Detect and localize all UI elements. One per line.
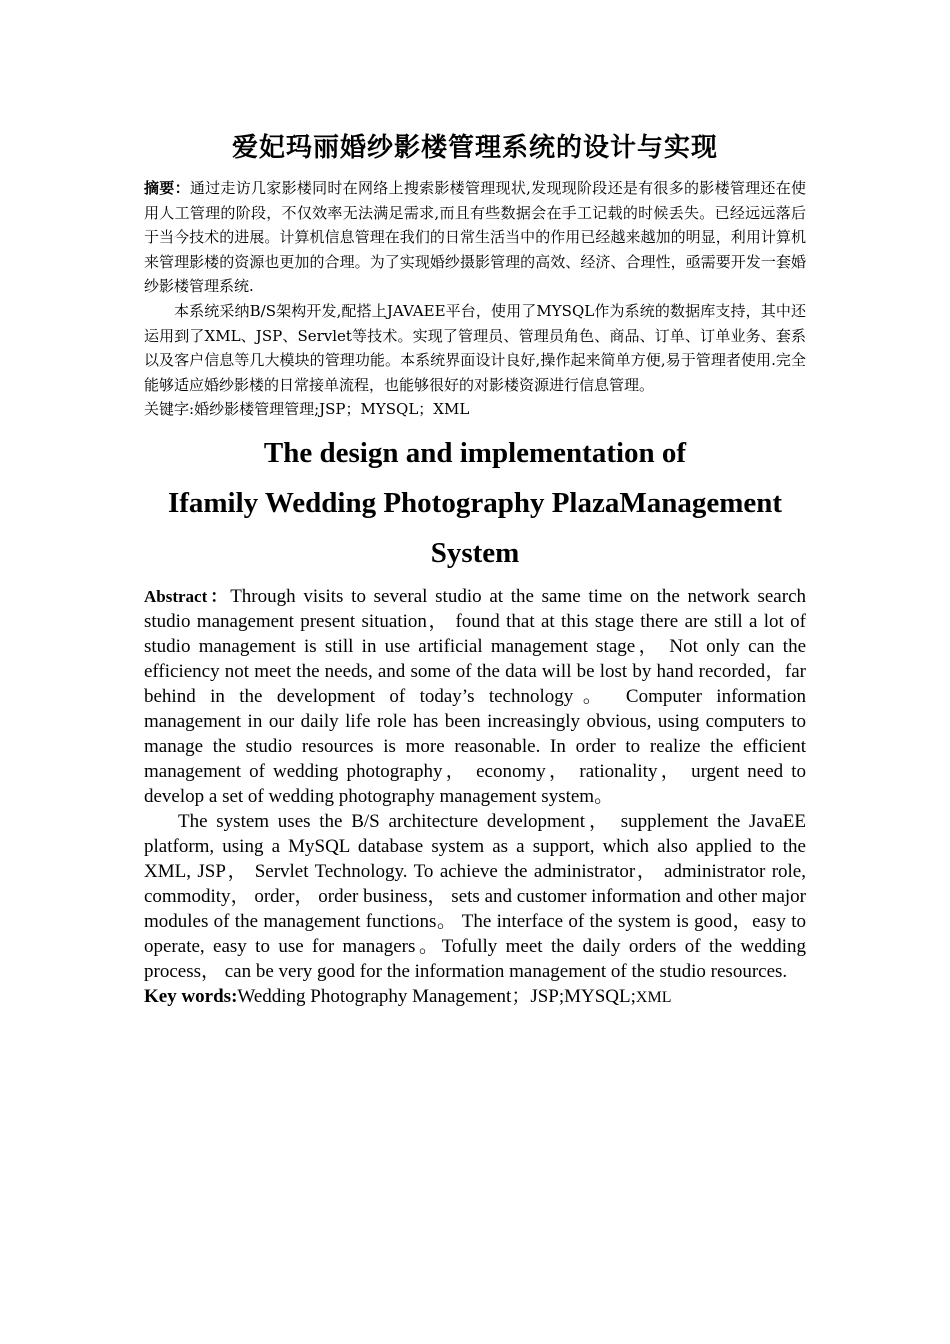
english-title-line-2: Ifamily Wedding Photography PlazaManagement System <box>167 486 783 569</box>
paper-page <box>144 130 806 1010</box>
chinese-keywords-text: :婚纱影楼管理管理;JSP；MYSQL；XML <box>189 400 470 419</box>
chinese-title: 爱妃玛丽婚纱影楼管理系统的设计与实现 <box>231 133 718 163</box>
english-title-line-1: The design and implementation of <box>263 436 687 469</box>
chinese-keywords-label: 关键字 <box>144 400 190 419</box>
english-keywords-xml: XML <box>635 988 672 1006</box>
english-abstract-text-1: Through visits to several studio at the same time on the network search studio management present situation， found that at this stage there are still a lot of studio management is still in use artificial management stage， Not only can the efficiency not meet the needs, and some of the data will be lost by hand recorded，far behind in the development of today’s technology。 Computer information management in our daily life role has been increasingly obvious, using computers to manage the studio resources is more reasonable. In order to realize the efficient management of wedding photography， economy， rationality， urgent need to develop a set of wedding photography management system。 <box>144 585 807 807</box>
chinese-abstract-text-1: 通过走访几家影楼同时在网络上搜索影楼管理现状,发现现阶段还是有很多的影楼管理还在使用人工管理的阶段，不仅效率无法满足需求,而且有些数据会在手工记载的时候丢失。已经远远落后于当今技术的进展。计算机信息管理在我们的日常生活当中的作用已经越来越加的明显，利用计算机来管理影楼的资源也更加的合理。为了实现婚纱摄影管理的高效、经济、合理性，亟需要开发一套婚纱影楼管理系统. <box>144 179 806 296</box>
english-keywords <box>144 984 806 1010</box>
english-keywords-text: Wedding Photography Management；JSP;MYSQL; <box>237 985 636 1007</box>
chinese-abstract-label: 摘要： <box>144 179 190 197</box>
chinese-keywords <box>144 397 806 422</box>
chinese-abstract-paragraph-1 <box>144 176 806 299</box>
english-abstract-label: Abstract： <box>144 586 231 606</box>
english-abstract-paragraph-2: The system uses the B/S architecture development， supplement the JavaEE platform, using a MySQL database system as a support, which also applied to the XML, JSP， Servlet Technology. To achieve the administrator， administrator role, commodity， order， order business， sets and customer information and other major modules of the management functions。 The interface of the system is good，easy to operate, easy to use for managers。Tofully meet the daily orders of the wedding process， can be very good for the information management of the studio resources. <box>144 810 806 982</box>
chinese-abstract-paragraph-2: 本系统采纳B/S架构开发,配搭上JAVAEE平台，使用了MYSQL作为系统的数据库支持，其中还运用到了XML、JSP、Servlet等技术。实现了管理员、管理员角色、商品、订单、订单业务、套系以及客户信息等几大模块的管理功能。本系统界面设计良好,操作起来简单方便,易于管理者使用.完全能够适应婚纱影楼的日常接单流程，也能够很好的对影楼资源进行信息管理。 <box>144 301 806 394</box>
english-keywords-label: Key words: <box>144 985 238 1007</box>
english-abstract-paragraph-1 <box>144 584 806 809</box>
